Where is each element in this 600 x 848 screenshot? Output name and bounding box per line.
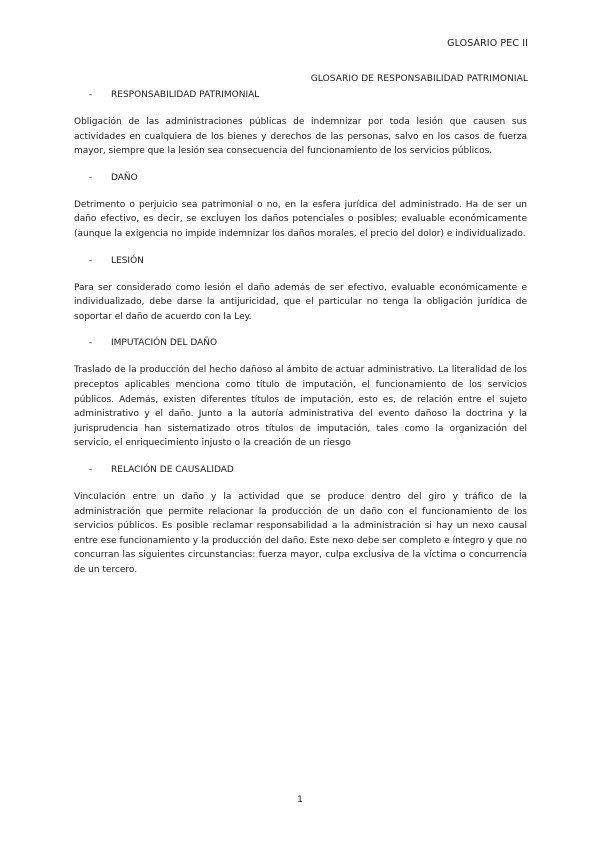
header-course: GLOSARIO PEC II: [447, 38, 528, 49]
definition-paragraph: Detrimento o perjuicio sea patrimonial o no, en la esfera jurídica del administrado. Ha de ser un daño efectivo, es decir, se excluyen los daños potenciales o posibles; evaluable económicamente (aunque la exigencia no impide indemnizar los daños morales, el precio del dolor) e individualizado.: [74, 199, 527, 239]
section-heading: [74, 88, 527, 102]
glossary-content: [74, 88, 527, 577]
page-number: 1: [297, 795, 303, 805]
list-dash: -: [89, 464, 93, 475]
heading-label: IMPUTACIÓN DEL DAÑO: [111, 338, 218, 349]
list-dash: -: [89, 255, 93, 266]
heading-label: DAÑO: [111, 172, 138, 183]
definition-paragraph: Obligación de las administraciones públicas de indemnizar por toda lesión que causen sus actividades en cualquiera de los bienes y derechos de las personas, salvo en los casos de fuerza mayor, siempre que la lesión sea consecuencia del funcionamiento de los servicios públicos.: [74, 117, 527, 157]
heading-label: RESPONSABILIDAD PATRIMONIAL: [111, 90, 260, 100]
section-heading: [74, 463, 527, 477]
list-dash: -: [89, 90, 93, 100]
document-title: GLOSARIO DE RESPONSABILIDAD PATRIMONIAL: [310, 74, 528, 84]
list-dash: -: [89, 338, 93, 349]
definition-paragraph: Vinculación entre un daño y la actividad que se produce dentro del giro y tráfico de la administración que permite relacionar la producción de un daño con el funcionamiento de los servicios públicos. Es posible reclamar responsabilidad a la administración si hay un nexo causal entre ese funcionamiento y la producción del daño. Este nexo debe ser completo e íntegro y que no concurran las siguientes circunstancias: fuerza mayor, culpa exclusiva de la víctima o concurrencia de un tercero.: [74, 491, 527, 575]
section-heading: [74, 336, 527, 350]
heading-label: RELACIÓN DE CAUSALIDAD: [111, 464, 234, 475]
section-heading: [74, 254, 527, 268]
list-dash: -: [89, 172, 93, 183]
section-heading: [74, 171, 527, 185]
definition-paragraph: Para ser considerado como lesión el daño además de ser efectivo, evaluable económicamente e individualizado, debe darse la antijuricidad, que el particular no tenga la obligación jurídica de soportar el daño de acuerdo con la Ley.: [74, 282, 527, 322]
heading-label: LESIÓN: [111, 255, 144, 266]
definition-paragraph: Traslado de la producción del hecho dañoso al ámbito de actuar administrativo. La literalidad de los preceptos aplicables menciona como título de imputación, el funcionamiento de los servicios públicos. Además, existen diferentes títulos de imputación, esto es, de relación entre el sujeto administrativo y el daño. Junto a la autoría administrativa del evento dañoso la doctrina y la jurisprudencia han sistematizado otros títulos de imputación, tales como la organización del servicio, el enriquecimiento injusto o la creación de un riesgo: [74, 365, 527, 449]
